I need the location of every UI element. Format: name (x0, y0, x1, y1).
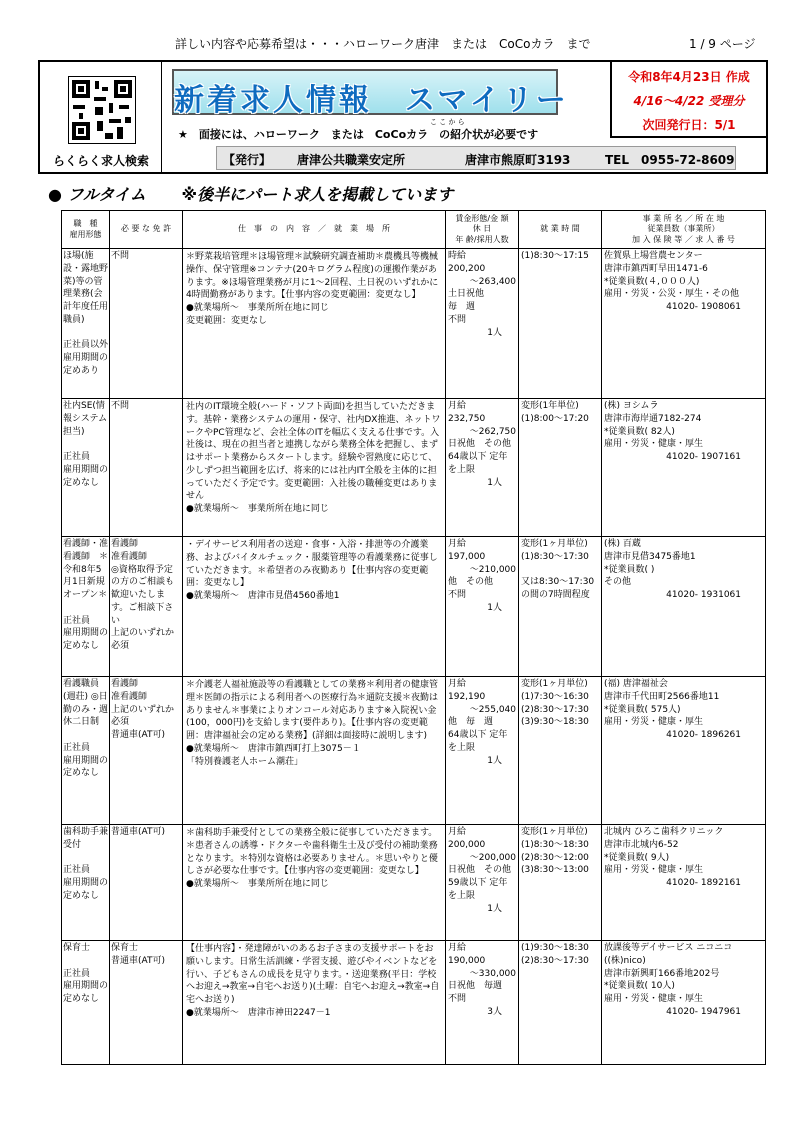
header-work: 仕 事 の 内 容 ／ 就 業 場 所 (183, 211, 446, 249)
job-title: 歯科助手兼受付 正社員 雇用期間の定めなし (62, 825, 110, 941)
employer-info (602, 537, 766, 677)
work-hours: 変形(1ヶ月単位) (1)8:30～17:30 又は8:30～17:30 の間の7時間程度 (519, 537, 602, 677)
employer-address: 唐津市千代田町2566番地11 (604, 691, 720, 702)
page-number: 1 / 9 ページ (689, 37, 756, 51)
employer-address: 唐津市北城内6-52 (604, 839, 679, 850)
employer-address: 唐津市鎮西町早田1471-6 (604, 263, 708, 274)
job-number[interactable]: 41020- 1896261 (666, 730, 741, 741)
hire-count: 1人 (487, 602, 502, 613)
insurance: 雇用・労災・健康・厚生 (604, 717, 704, 728)
pay-min: 200,000 (448, 839, 486, 850)
publisher-bar (216, 146, 736, 170)
employer-name: 北城内 ひろこ歯科クリニック (604, 827, 724, 837)
employee-count: *従業員数(４,０００人) (604, 276, 700, 287)
pay-max: ～200,000 (469, 852, 516, 863)
employer-info (602, 399, 766, 537)
work-hours: (1)9:30～18:30 (2)8:30～17:30 (519, 941, 602, 1065)
employer-info (602, 825, 766, 941)
contact-message: 詳しい内容や応募希望は・・・ハローワーク唐津 または CoCoカラ まで (175, 37, 591, 51)
pay-max: ～263,400 (469, 276, 516, 287)
job-number[interactable]: 41020- 1907161 (666, 452, 741, 463)
pay-type: 月給 (448, 401, 467, 411)
publisher-label: 【発行】 (223, 153, 272, 167)
work-hours: 変形(1年単位) (1)8:00～17:20 (519, 399, 602, 537)
pay-info (446, 941, 519, 1065)
header-employer: 事 業 所 名 ／ 所 在 地 従業員数（事業所） 加 入 保 険 等 ／ 求 人 番 号 (602, 211, 766, 249)
pay-info (446, 677, 519, 825)
employer-info (602, 941, 766, 1065)
required-license: 看護師 准看護師 ◎資格取得予定の方のご相談も歓迎いたします。ご相談下さい 上記のいずれか必須 (110, 537, 183, 677)
work-content (183, 537, 446, 677)
pay-min: 200,200 (448, 263, 486, 274)
required-license: 看護師 准看護師 上記のいずれか必須 普通車(AT可) (110, 677, 183, 825)
pay-info (446, 537, 519, 677)
work-place: ●就業場所～ 唐津市鎮西町打上3075－１ (186, 743, 361, 754)
section-title: ● フルタイム (48, 185, 146, 204)
publisher-address: 唐津市熊原町3193 (465, 153, 571, 167)
table-header-row (62, 211, 766, 249)
required-license: 不問 (110, 249, 183, 399)
work-place: ●就業場所～ 事業所所在地に同じ (186, 879, 329, 890)
job-title: 保育士 正社員 雇用期間の定めなし (62, 941, 110, 1065)
hire-count: 3人 (487, 1006, 502, 1017)
work-content (183, 249, 446, 399)
work-place: ●就業場所～ 唐津市神田2247－1 (186, 1007, 331, 1018)
hire-count: 1人 (487, 903, 502, 914)
header-box (38, 60, 768, 174)
pay-max: ～255,040 (469, 704, 516, 715)
employer-address: 唐津市見借3475番地1 (604, 551, 696, 562)
holidays: 日祝他 その他 64歳以下 定年 を上限 (448, 439, 512, 475)
job-number[interactable]: 41020- 1892161 (666, 878, 741, 889)
pay-info (446, 825, 519, 941)
pay-type: 時給 (448, 251, 467, 261)
header-pay: 賃金形態/金 額 休 日 年 齢/採用人数 (446, 211, 519, 249)
table-row (62, 537, 766, 677)
newsletter-title: 新着求人情報 スマイリー (174, 83, 569, 118)
insurance: 雇用・労災・健康・厚生 (604, 994, 704, 1005)
employer-address: 唐津市新興町166番地202号 (604, 968, 720, 979)
work-place: ●就業場所～ 事業所所在地に同じ (186, 303, 329, 314)
holidays: 土日祝他 毎 週 不問 (448, 289, 485, 325)
work-content (183, 941, 446, 1065)
required-license: 不問 (110, 399, 183, 537)
section-heading (48, 182, 453, 205)
employer-address: 唐津市海岸通7182-274 (604, 413, 702, 424)
work-description: ＊歯科助手兼受付としての業務全般に従事していただきます。＊患者さんの誘導・ドクターや歯科衛生士及び受付の補助業務となります。＊特別な資格は必要ありません。＊思いやりと優しさが必要な仕事です。【仕事内容の変更範囲：変更なし】 (186, 828, 438, 877)
header-hours: 就 業 時 間 (519, 211, 602, 249)
header-license: 必 要 な 免 許 (110, 211, 183, 249)
employer-name: (株) 百蔵 (604, 539, 641, 549)
pay-min: 232,750 (448, 413, 486, 424)
section-note: ※後半にパート求人を掲載しています (181, 185, 454, 204)
required-license: 普通車(AT可) (110, 825, 183, 941)
employer-name: (株) ヨシムラ (604, 401, 659, 411)
hire-count: 1人 (487, 755, 502, 766)
table-row (62, 677, 766, 825)
hire-count: 1人 (487, 477, 502, 488)
job-title: 看護師・准看護師 ＊令和8年5月1日新規オープン＊ 正社員 雇用期間の定めなし (62, 537, 110, 677)
pay-max: ～330,000 (469, 968, 516, 979)
work-place-extra: 変更範囲：変更なし (186, 315, 268, 326)
employee-count: *従業員数( 10人) (604, 981, 675, 992)
work-hours: (1)8:30～17:15 (519, 249, 602, 399)
holidays: 他 その他 不問 (448, 577, 494, 601)
work-place-extra: 「特別養護老人ホーム潮荘」 (186, 756, 304, 767)
required-license: 保育士 普通車(AT可) (110, 941, 183, 1065)
work-hours: 変形(1ヶ月単位) (1)8:30～18:30 (2)8:30～12:00 (3)8:30～13:00 (519, 825, 602, 941)
publisher-name: 唐津公共職業安定所 (297, 153, 406, 167)
employer-info (602, 249, 766, 399)
work-content (183, 825, 446, 941)
pay-info (446, 399, 519, 537)
employer-info (602, 677, 766, 825)
insurance: 雇用・労災・公災・厚生・その他 (604, 289, 740, 300)
date-box (610, 62, 766, 138)
pay-type: 月給 (448, 943, 467, 953)
holidays: 他 毎 週 64歳以下 定年 を上限 (448, 717, 508, 753)
holidays: 日祝他 毎週 不問 (448, 981, 503, 1005)
table-row (62, 399, 766, 537)
date-created: 令和8年4月23日 作成 (628, 70, 750, 84)
qr-area (40, 62, 162, 172)
job-title: 看護職員(週荘) ◎日勤のみ・週休二日制 正社員 雇用期間の定めなし (62, 677, 110, 825)
job-table (61, 210, 766, 1065)
table-row (62, 825, 766, 941)
employee-count: *従業員数( 82人) (604, 426, 675, 437)
pay-max: ～262,750 (469, 426, 516, 437)
pay-type: 月給 (448, 827, 467, 837)
pay-max: ～210,000 (469, 564, 516, 575)
work-content (183, 677, 446, 825)
work-description: 【仕事内容】・発達障がいのあるお子さまの支援サポートをお願いします。日常生活訓練・学習支援、遊びやイベントなどを行い、子どもさんの成長を見守ります。・送迎業務(平日：学校へお迎え→教室→自宅へお送り)(土曜：自宅へお迎え→教室→自宅へお送り) (186, 944, 440, 1006)
header-job-type: 職 種 雇用形態 (62, 211, 110, 249)
work-description: ＊介護老人福祉施設等の看護職としての業務＊利用者の健康管理＊医師の指示による利用者への医療行為＊通院支援＊夜勤はありません＊事業によりオンコール対応あります※入院祝い金(100，000円)を支給します(要件あり)。【仕事内容の変更範囲：唐津福祉会の定める業務】(詳細は面接時に説明します) (186, 680, 439, 742)
employee-count: *従業員数( 575人) (604, 704, 681, 715)
qr-label: らくらく求人検索 (52, 154, 149, 168)
work-description: 社内のIT環境全般(ハード・ソフト両面)を担当していただきます。基幹・業務システムの運用・保守、社内DX推進、ネットワークやPC管理など、会社全体のITを幅広く支える仕事です。入社後は、現在の担当者と連携しながら業務全体を把握し、まずはサポート業務からスタートします。経験や習熟度に応じて、少しずつ担当範囲を広げ、将来的には社内IT全般を主体的に担っていただく予定です。変更範囲：入社後の職種変更はありません (186, 402, 441, 502)
holidays: 日祝他 その他 59歳以下 定年 を上限 (448, 865, 512, 901)
job-title: ほ場(施設・露地野菜)等の管理業務(会計年度任用職員) 正社員以外 雇用期間の定めあり (62, 249, 110, 399)
employer-name: 放課後等デイサービス ニコニコ((株)nico) (604, 943, 733, 966)
job-title: 社内SE(情報システム担当) 正社員 雇用期間の定めなし (62, 399, 110, 537)
work-description: ＊野菜栽培管理＊ほ場管理＊試験研究調査補助＊農機具等機械操作、保守管理※コンテナ(20キログラム程度)の運搬作業があります。※ほ場管理業務が月に1～2回程、土日祝のいずれかに4時間勤務があります。【仕事内容の変更範囲：変更なし】 (186, 252, 439, 301)
job-number[interactable]: 41020- 1908061 (666, 302, 741, 313)
title-ruby: こ こ か ら (430, 118, 465, 126)
work-place: ●就業場所～ 事業所所在地に同じ (186, 504, 329, 515)
work-place: ●就業場所～ 唐津市見借4560番地1 (186, 591, 340, 602)
hire-count: 1人 (487, 327, 502, 338)
employee-count: *従業員数( 9人) (604, 852, 670, 863)
title-banner (172, 69, 569, 118)
work-hours: 変形(1ヶ月単位) (1)7:30～16:30 (2)8:30～17:30 (3)9:30～18:30 (519, 677, 602, 825)
top-line (0, 35, 794, 53)
pay-type: 月給 (448, 539, 467, 549)
insurance: 雇用・労災・健康・厚生 (604, 865, 704, 876)
employer-name: (福) 唐津福祉会 (604, 679, 668, 689)
referral-notice: ★ 面接には、ハローワーク または CoCoカラ の紹介状が必要です (178, 128, 539, 141)
next-issue: 次回発行日：5/1 (642, 118, 736, 132)
insurance: その他 (604, 577, 632, 588)
employer-name: 佐賀県上場営農センター (604, 251, 703, 261)
job-number[interactable]: 41020- 1931061 (666, 590, 741, 601)
pay-min: 192,190 (448, 691, 486, 702)
table-row (62, 941, 766, 1065)
publisher-tel: TEL 0955-72-8609 (605, 153, 735, 167)
work-content (183, 399, 446, 537)
employee-count: *従業員数( ) (604, 564, 655, 575)
work-description: ・デイサービス利用者の送迎・食事・入浴・排泄等の介護業務、およびバイタルチェック・服薬管理等の看護業務に従事していただきます。＊希望者のみ夜勤あり【仕事内容の変更範囲：変更なし】 (186, 540, 438, 589)
insurance: 雇用・労災・健康・厚生 (604, 439, 704, 450)
processing-period: 4/16～4/22 受理分 (633, 94, 745, 108)
qr-code-icon[interactable] (68, 76, 136, 144)
table-row (62, 249, 766, 399)
job-number[interactable]: 41020- 1947961 (666, 1006, 741, 1017)
pay-info (446, 249, 519, 399)
pay-min: 197,000 (448, 551, 486, 562)
pay-min: 190,000 (448, 955, 486, 966)
pay-type: 月給 (448, 679, 467, 689)
